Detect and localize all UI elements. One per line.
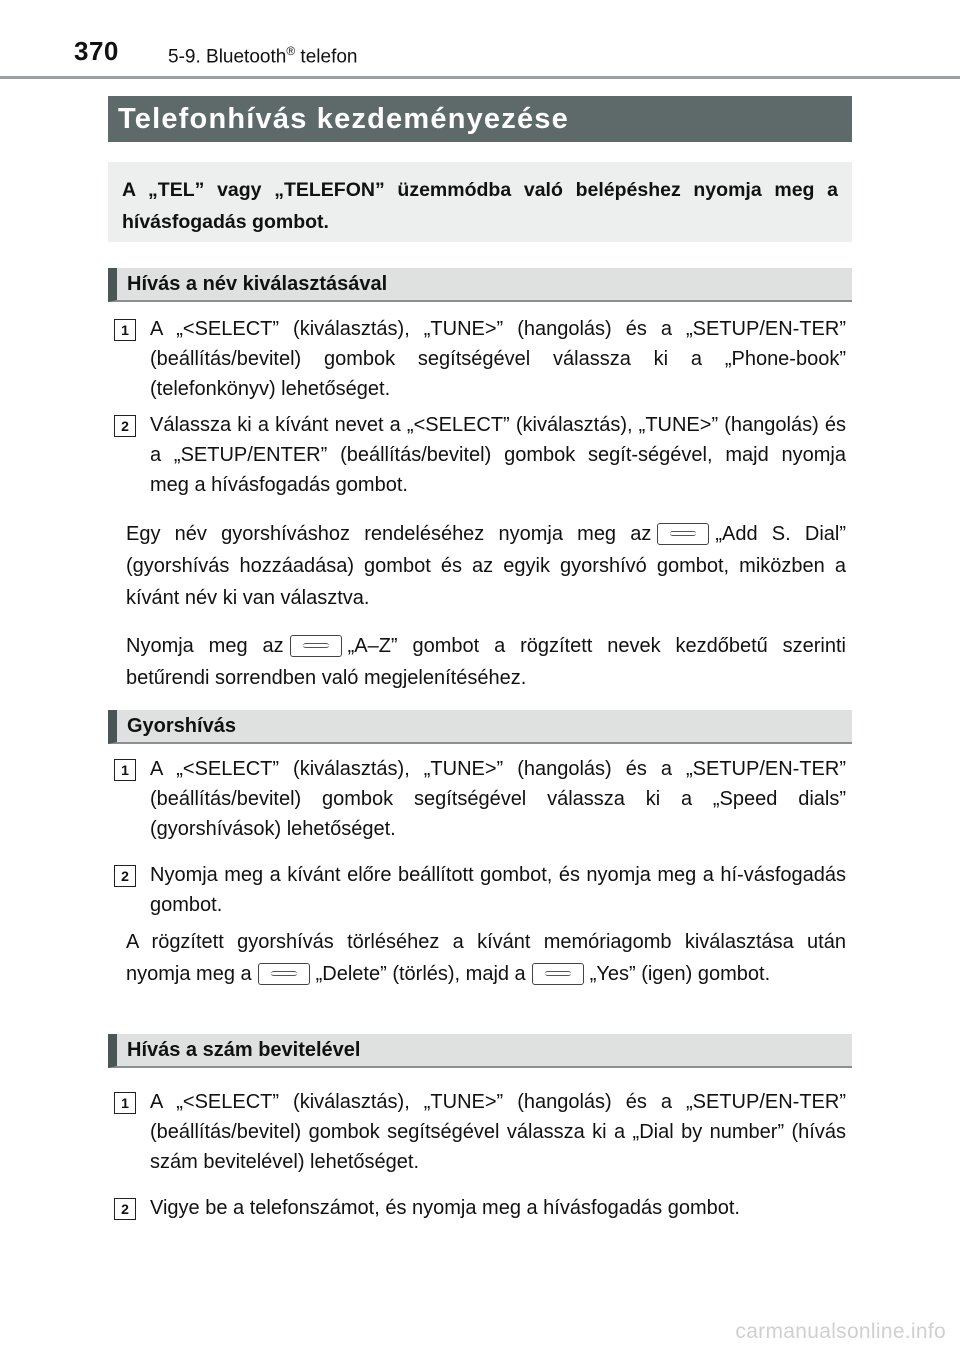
note-text-middle: „Delete” (törlés), majd a	[315, 963, 526, 985]
note-add-speed-dial	[126, 518, 846, 614]
softkey-button-icon	[657, 523, 709, 545]
step-text: A „<SELECT” (kiválasztás), „TUNE>” (hangolás) és a „SETUP/EN-TER” (beállítás/bevitel) gombok segítségével válassza ki a „Speed dials” (gyorshívások) lehetőséget.	[150, 758, 846, 840]
subhead-dial-by-number: Hívás a szám bevitelével	[108, 1034, 852, 1068]
chapter-prefix: 5-9. Bluetooth	[168, 46, 287, 68]
subhead-speed-dial: Gyorshívás	[108, 710, 852, 744]
registered-mark: ®	[286, 44, 296, 58]
intro-box: A „TEL” vagy „TELEFON” üzemmódba való belépéshez nyomja meg a hívásfogadás gombot.	[108, 162, 852, 242]
step-text: A „<SELECT” (kiválasztás), „TUNE>” (hangolás) és a „SETUP/EN-TER” (beállítás/bevitel) gombok segítségével válassza ki a „Dial by number” (hívás szám bevitelével) lehetőséget.	[150, 1091, 846, 1173]
note-text-before: Nyomja meg az	[126, 635, 284, 657]
note-text-before: Egy név gyorshíváshoz rendeléséhez nyomja meg az	[126, 523, 652, 545]
page-number: 370	[74, 36, 119, 66]
note-text-after: „A–Z” gombot a rögzített nevek kezdőbetű szerinti betűrendi sorrendben való megjelenítéséhez.	[126, 635, 846, 689]
step-number: 2	[114, 415, 136, 437]
section-title: Telefonhívás kezdeményezése	[108, 96, 852, 142]
step-number: 1	[114, 319, 136, 341]
header-rule	[0, 76, 960, 79]
subhead-call-by-name: Hívás a név kiválasztásával	[108, 268, 852, 302]
step-text: Vigye be a telefonszámot, és nyomja meg a hívásfogadás gombot.	[150, 1197, 740, 1219]
step-number: 2	[114, 1198, 136, 1220]
watermark: carmanualsonline.info	[735, 1320, 946, 1343]
step-text: Nyomja meg a kívánt előre beállított gombot, és nyomja meg a hí-vásfogadás gombot.	[150, 864, 846, 916]
note-text-after: „Yes” (igen) gombot.	[589, 963, 771, 985]
step-number: 2	[114, 865, 136, 887]
softkey-button-icon	[258, 963, 310, 985]
chapter-title	[168, 44, 357, 68]
note-delete-speed-dial	[126, 926, 846, 990]
note-text-before: A rögzített gyorshívás törléséhez a kívánt memóriagomb kiválasztása után nyomja meg a	[126, 931, 846, 985]
step-text: A „<SELECT” (kiválasztás), „TUNE>” (hangolás) és a „SETUP/EN-TER” (beállítás/bevitel) gombok segítségével válassza ki a „Phone-book” (telefonkönyv) lehetőséget.	[150, 318, 846, 400]
step-number: 1	[114, 759, 136, 781]
step-text: Válassza ki a kívánt nevet a „<SELECT” (kiválasztás), „TUNE>” (hangolás) és a „SETUP/ENTER” (beállítás/bevitel) gombok segít-ségével, majd nyomja meg a hívásfogadás gombot.	[150, 414, 846, 496]
step-number: 1	[114, 1092, 136, 1114]
chapter-suffix: telefon	[295, 46, 358, 68]
softkey-button-icon	[290, 635, 342, 657]
softkey-button-icon	[532, 963, 584, 985]
note-text-after: „Add S. Dial” (gyorshívás hozzáadása) gombot és az egyik gyorshívó gombot, miközben a kívánt név ki van választva.	[126, 523, 847, 609]
note-a-z	[126, 630, 846, 694]
